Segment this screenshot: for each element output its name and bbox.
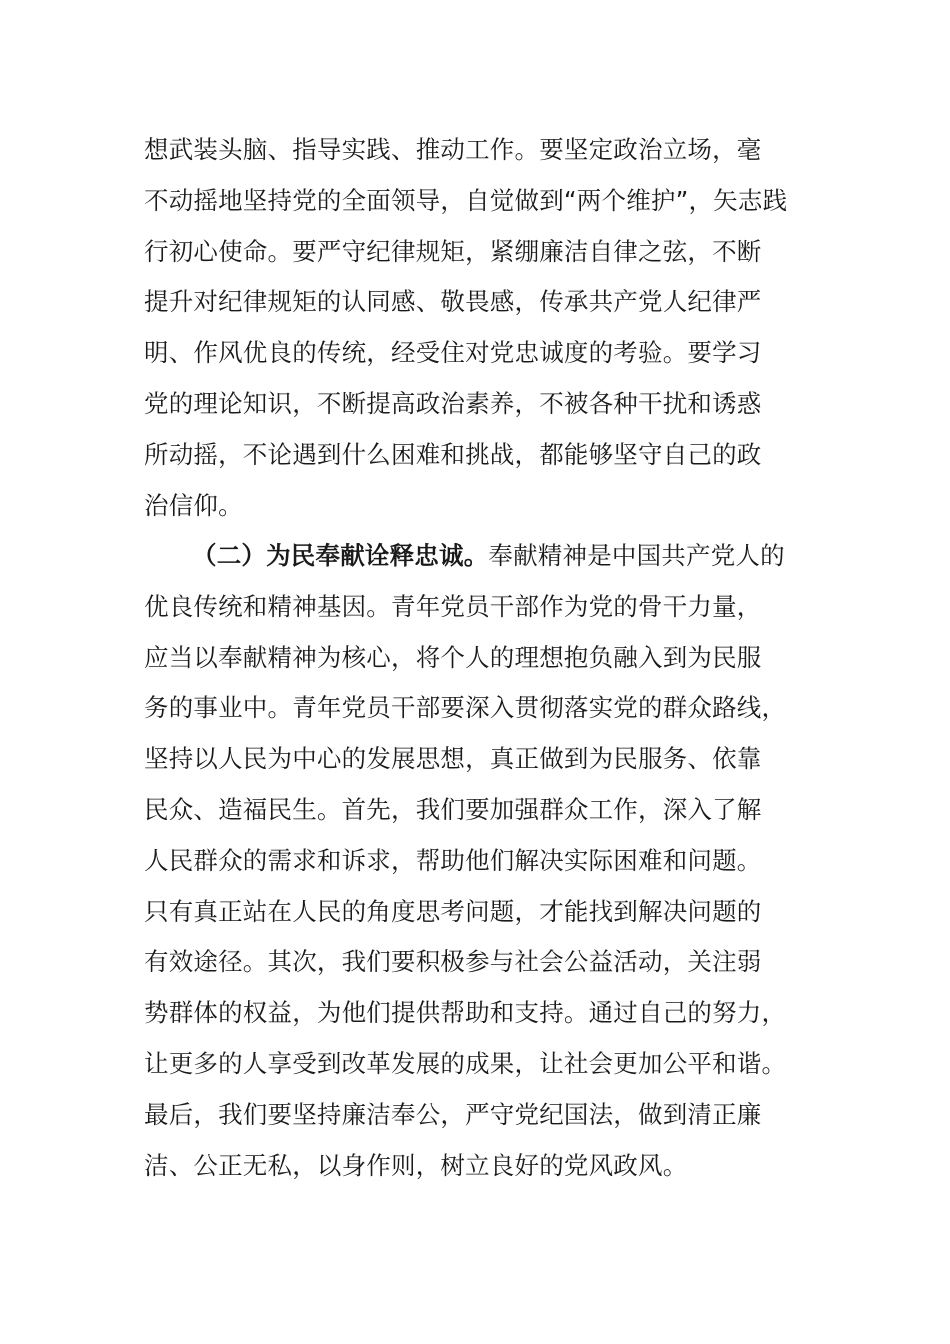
paragraph-2 <box>144 531 814 1191</box>
text-line: 所动摇，不论遇到什么困难和挑战，都能够坚守自己的政 <box>144 439 762 469</box>
text-line: 明、作风优良的传统，经受住对党忠诚度的考验。要学习 <box>144 338 762 368</box>
text-run: 奉献精神是中国共产党人的 <box>488 541 785 570</box>
text-line: 应当以奉献精神为核心，将个人的理想抱负融入到为民服 <box>144 642 762 672</box>
text-line: 党的理论知识，不断提高政治素养，不被各种干扰和诱惑 <box>144 388 762 418</box>
paragraph-first-line <box>144 531 814 582</box>
text-line: 行初心使命。要严守纪律规矩，紧绷廉洁自律之弦，不断 <box>144 236 762 266</box>
section-heading: （二）为民奉献诠释忠诚。 <box>192 541 489 570</box>
text-line: 势群体的权益，为他们提供帮助和支持。通过自己的努力， <box>144 998 787 1028</box>
text-line: 想武装头脑、指导实践、推动工作。要坚定政治立场，毫 <box>144 135 762 164</box>
text-line: 提升对纪律规矩的认同感、敬畏感，传承共产党人纪律严 <box>144 287 762 317</box>
text-line: 不动摇地坚持党的全面领导，自觉做到“两个维护”，矢志践 <box>144 185 788 215</box>
text-line: 治信仰。 <box>144 490 243 520</box>
text-line: 洁、公正无私，以身作则，树立良好的党风政风。 <box>144 1150 688 1180</box>
text-line: 务的事业中。青年党员干部要深入贯彻落实党的群众路线， <box>144 693 787 723</box>
text-line: 人民群众的需求和诉求，帮助他们解决实际困难和问题。 <box>144 845 762 875</box>
text-line: 让更多的人享受到改革发展的成果，让社会更加公平和谐。 <box>144 1048 787 1078</box>
text-line: 民众、造福民生。首先，我们要加强群众工作，深入了解 <box>144 794 762 824</box>
text-line: 坚持以人民为中心的发展思想，真正做到为民服务、依靠 <box>144 744 762 774</box>
text-line: 最后，我们要坚持廉洁奉公，严守党纪国法，做到清正廉 <box>144 1099 762 1129</box>
text-line: 优良传统和精神基因。青年党员干部作为党的骨干力量， <box>144 591 762 621</box>
text-line: 只有真正站在人民的角度思考问题，才能找到解决问题的 <box>144 896 762 926</box>
paragraph-1 <box>144 125 814 531</box>
text-line: 有效途径。其次，我们要积极参与社会公益活动，关注弱 <box>144 947 762 977</box>
